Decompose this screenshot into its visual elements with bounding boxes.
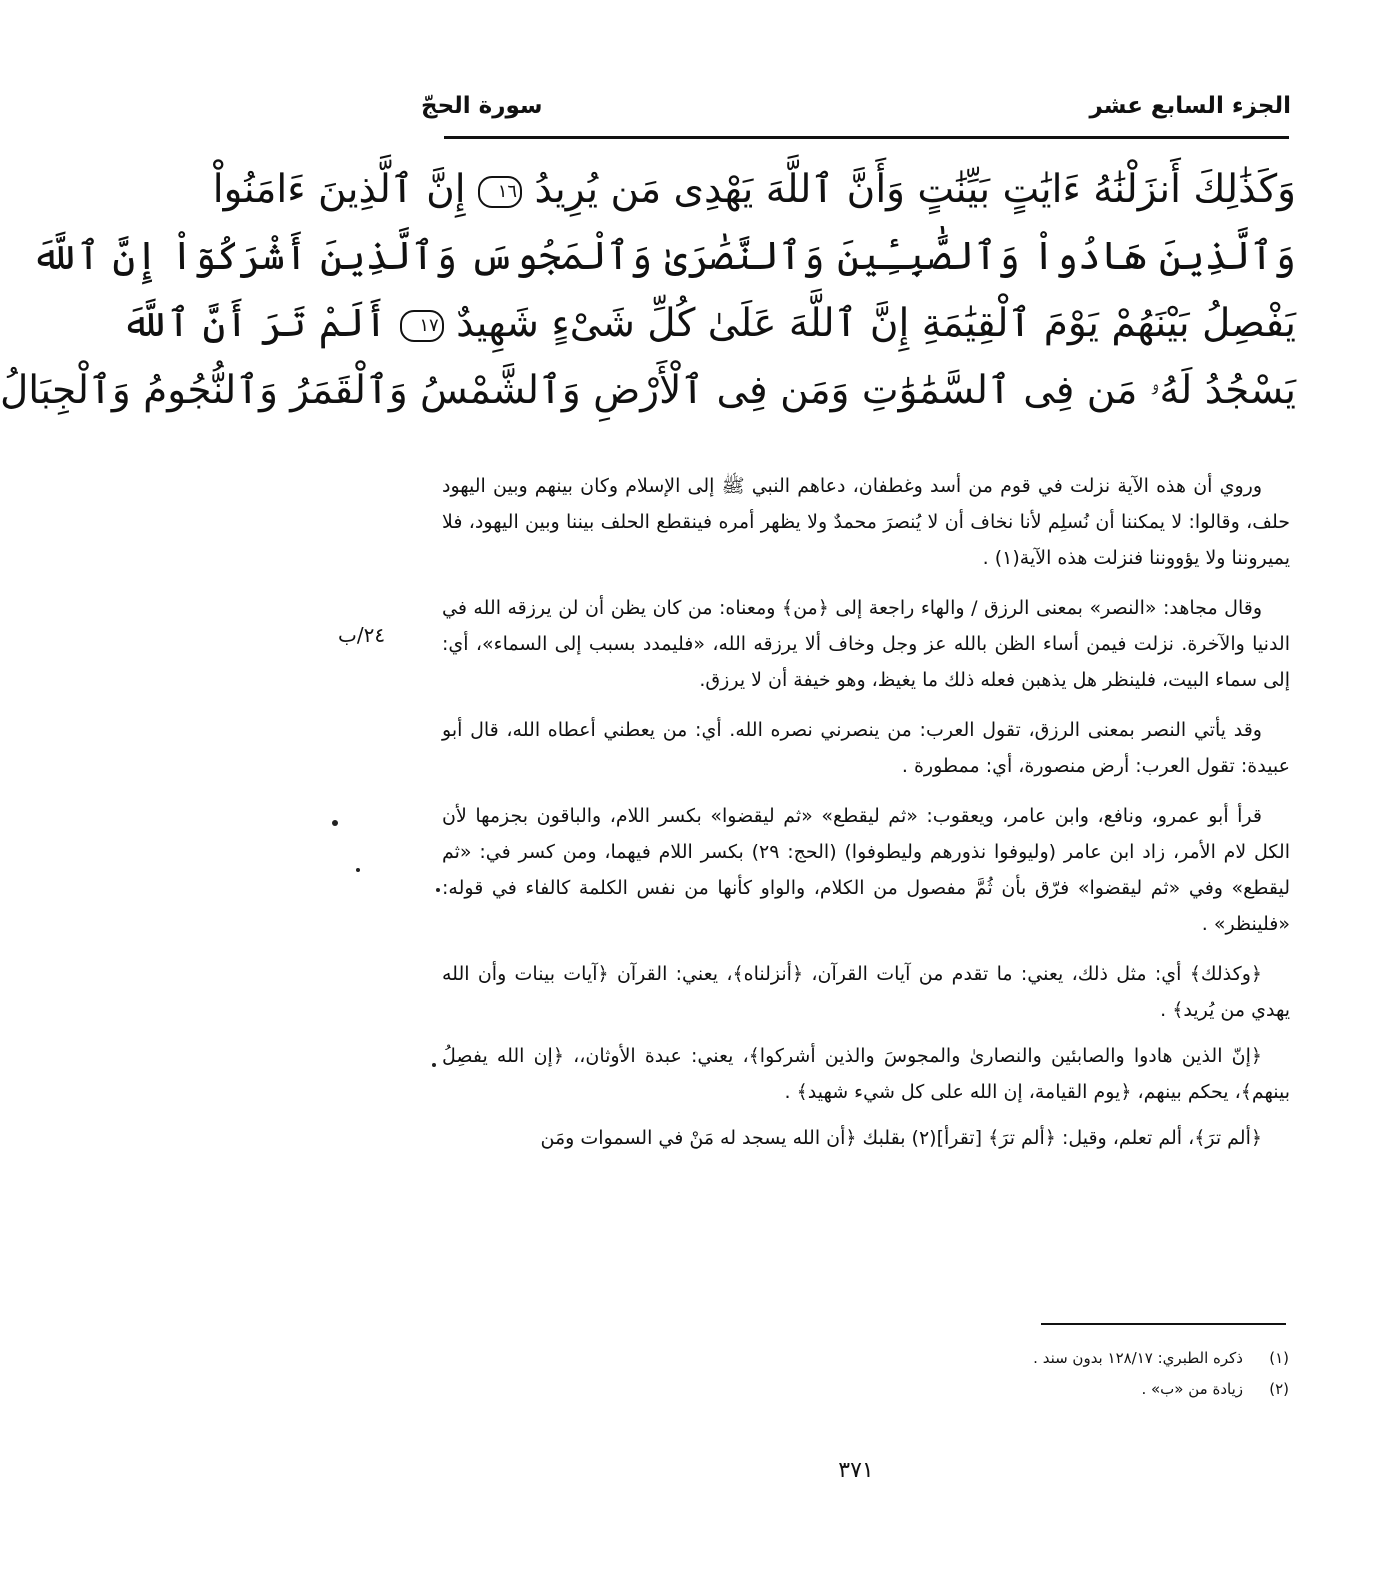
footnote-text: زيادة من «ب» . <box>1141 1380 1243 1398</box>
commentary-paragraph: ﴿وكذلك﴾ أي: مثل ذلك، يعني: ما تقدم من آيات القرآن، ﴿أنزلناه﴾، يعني: القرآن ﴿آيات بينات وأن الله يهدي من يُريد﴾ . <box>442 963 1290 1021</box>
commentary-paragraph: ﴿ألم ترَ﴾، ألم تعلم، وقيل: ﴿ألم ترَ﴾ [تقرأ](٢) بقلبك ﴿أن الله يسجد له مَنْ في السموات ومَن <box>540 1127 1262 1149</box>
footnote-number: (٢) <box>1269 1380 1289 1398</box>
scan-speck <box>436 888 440 892</box>
commentary-paragraph: قرأ أبو عمرو، ونافع، وابن عامر، ويعقوب: «ثم ليقطع» «ثم ليقضوا» بكسر اللام، والباقون بجزمها لأن الكل لام الأمر، زاد ابن عامر (وليوفوا نذورهم وليطوفوا) (الحج: ٢٩) بكسر اللام فيهما، ومن كسر في: «ثم ليقطع» وفي «ثم ليقضوا» فرّق بأن ثُمَّ مفصول من الكلام، والواو كأنها من نفس الكلمة كالفاء في قوله: «فلينظر» . <box>442 805 1290 935</box>
footnote-divider <box>1041 1323 1286 1325</box>
commentary-text <box>442 468 1290 1166</box>
quran-segment: إِنَّ ٱلَّذِينَ ءَامَنُواْ <box>212 167 466 212</box>
footnote-item <box>886 1343 1289 1374</box>
commentary-paragraph: وقال مجاهد: «النصر» بمعنى الرزق / والهاء راجعة إلى ﴿من﴾ ومعناه: من كان يظن أن لن يرزقه الله في الدنيا والآخرة. نزلت فيمن أساء الظن بالله عز وجل وخاف ألا يرزقه الله، «فليمدد بسبب إلى السماء»، أي: إلى سماء البيت، فلينظر هل يذهبن فعله ذلك ما يغيظ، وهو خيفة أن لا يرزق. <box>442 597 1290 691</box>
quran-verse-block <box>0 156 1296 424</box>
quran-segment: وَٱلَّذِينَ هَادُواْ وَٱلصَّٰبِـِٔينَ وَٱلنَّصَٰرَىٰ وَٱلْمَجُوسَ وَٱلَّذِينَ أَشْرَكُوٓاْ إِنَّ ٱللَّهَ <box>31 234 1296 279</box>
ayah-number-17: ١٧ <box>400 310 444 342</box>
commentary-paragraph: وروي أن هذه الآية نزلت في قوم من أسد وغطفان، دعاهم النبي ﷺ إلى الإسلام وكان بينهم وبين اليهود حلف، وقالوا: لا يمكننا أن نُسلِم لأنا نخاف أن لا يُنصرَ محمدٌ ولا يظهر أمره فينقطع الحلف بيننا وبين اليهود، فلا يميروننا ولا يؤووننا فنزلت هذه الآية(١) . <box>442 475 1290 569</box>
scan-speck <box>356 868 360 872</box>
footnote-item <box>886 1374 1289 1405</box>
quran-line-3 <box>121 290 1296 357</box>
commentary-paragraph: ﴿إنّ الذين هادوا والصابئين والنصارىٰ والمجوسَ والذين أشركوا﴾، يعني: عبدة الأوثان،، ﴿إن الله يفصِلُ بينهم﴾، يحكم بينهم، ﴿يوم القيامة، إن الله على كل شيء شهيد﴾ . <box>442 1045 1290 1103</box>
quran-line-1 <box>212 156 1296 223</box>
page-number: ٣٧١ <box>838 1458 874 1483</box>
commentary-paragraph: وقد يأتي النصر بمعنى الرزق، تقول العرب: من ينصرني نصره الله. أي: من يعطني أعطاه الله، قال أبو عبيدة: تقول العرب: أرض منصورة، أي: ممطورة . <box>442 719 1290 777</box>
quran-segment: يَسْجُدُ لَهُۥ مَن فِى ٱلسَّمَٰوَٰتِ وَمَن فِى ٱلْأَرْضِ وَٱلشَّمْسُ وَٱلْقَمَرُ وَٱلنُّجُومُ وَٱلْجِبَالُ <box>0 368 1296 413</box>
header-part-title: الجزء السابع عشر <box>1089 93 1291 119</box>
running-header <box>421 86 1291 126</box>
ayah-number-16: ١٦ <box>478 176 522 208</box>
scan-speck <box>432 1063 436 1067</box>
quran-segment: وَكَذَٰلِكَ أَنزَلْنَٰهُ ءَايَٰتٍ بَيِّنَٰتٍ وَأَنَّ ٱللَّهَ يَهْدِى مَن يُرِيدُ <box>534 167 1296 212</box>
footnote-number: (١) <box>1269 1349 1289 1367</box>
scan-speck <box>332 820 338 826</box>
quran-line-4 <box>0 357 1296 424</box>
quran-segment: يَفْصِلُ بَيْنَهُمْ يَوْمَ ٱلْقِيَٰمَةِ إِنَّ ٱللَّهَ عَلَىٰ كُلِّ شَىْءٍ شَهِيدٌ <box>456 301 1296 346</box>
quran-line-2 <box>31 223 1296 290</box>
quran-segment: أَلَمْ تَرَ أَنَّ ٱللَّهَ <box>121 301 388 346</box>
manuscript-folio-marker: ٢٤/ب <box>338 623 386 647</box>
footnote-text: ذكره الطبري: ١٢٨/١٧ بدون سند . <box>1033 1349 1243 1367</box>
header-surah-title: سورة الحجّ <box>421 93 543 119</box>
header-divider <box>444 136 1289 139</box>
footnotes <box>886 1343 1289 1405</box>
